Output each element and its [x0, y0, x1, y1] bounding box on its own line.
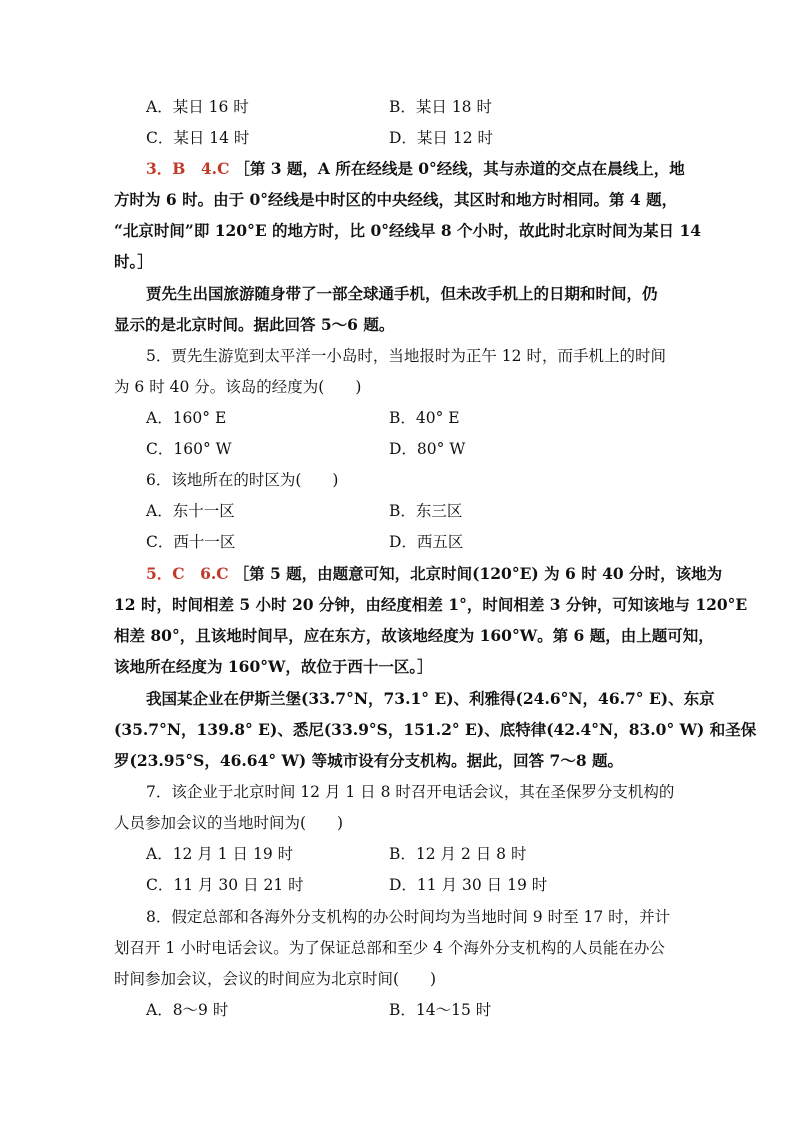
q5-stem-line2: 为 6 时 40 分。该岛的经度为( ) — [114, 378, 362, 396]
answer-3-4-line3: “北京时间”即 120°E 的地方时，比 0°经线早 8 个小时，故此时北京时间为某日 14 — [114, 221, 702, 240]
q6-option-d: D．西五区 — [389, 533, 464, 551]
q8-stem-line3: 时间参加会议，会议的时间应为北京时间( ) — [114, 970, 437, 988]
q2-option-a: A．某日 16 时 — [146, 98, 249, 116]
q7-option-b: B．12 月 2 日 8 时 — [389, 845, 527, 863]
answer-3-4-line1 — [146, 159, 685, 179]
q7-option-d: D．11 月 30 日 19 时 — [389, 876, 548, 894]
q7-stem-line2: 人员参加会议的当地时间为( ) — [114, 814, 344, 832]
intro-7-8-line2: (35.7°N，139.8° E)、悉尼(33.9°S，151.2° E)、底特律(42.4°N，83.0° W) 和圣保 — [114, 720, 757, 739]
answer-5-6-line2: 12 时，时间相差 5 小时 20 分钟，由经度相差 1°，时间相差 3 分钟，可知该地与 120°E — [114, 595, 748, 614]
intro-7-8-line3: 罗(23.95°S，46.64° W) 等城市设有分支机构。据此，回答 7～8 题。 — [114, 751, 623, 770]
q5-option-c: C．160° W — [146, 440, 232, 458]
q2-option-b: B．某日 18 时 — [389, 98, 492, 116]
q6-option-b: B．东三区 — [389, 502, 463, 520]
answer-key: 5．C 6.C — [146, 564, 229, 583]
q8-option-b: B．14～15 时 — [389, 1001, 492, 1019]
q5-option-b: B．40° E — [389, 409, 460, 427]
q8-stem-line1: 8．假定总部和各海外分支机构的办公时间均为当地时间 9 时至 17 时，并计 — [146, 908, 671, 926]
answer-5-6-line3: 相差 80°，且该地时间早，应在东方，故该地经度为 160°W。第 6 题，由上题可知， — [114, 626, 714, 645]
q6-option-a: A．东十一区 — [146, 502, 235, 520]
explanation-text: ［第 3 题，A 所在经线是 0°经线，其与赤道的交点在晨线上，地 — [234, 159, 685, 178]
answer-5-6-line4: 该地所在经度为 160°W，故位于西十一区。］ — [114, 657, 433, 676]
q5-option-d: D．80° W — [389, 440, 466, 458]
q6-option-c: C．西十一区 — [146, 533, 236, 551]
q7-option-a: A．12 月 1 日 19 时 — [146, 845, 294, 863]
answer-5-6-line1 — [146, 564, 722, 584]
answer-3-4-line4: 时。］ — [114, 252, 153, 271]
q6-stem: 6．该地所在的时区为( ) — [146, 471, 339, 489]
intro-5-6-line2: 显示的是北京时间。据此回答 5～6 题。 — [114, 315, 395, 334]
q7-stem-line1: 7．该企业于北京时间 12 月 1 日 8 时召开电话会议，其在圣保罗分支机构的 — [146, 783, 675, 801]
q2-option-c: C．某日 14 时 — [146, 129, 250, 147]
q7-option-c: C．11 月 30 日 21 时 — [146, 876, 304, 894]
intro-5-6-line1: 贾先生出国旅游随身带了一部全球通手机，但未改手机上的日期和时间，仍 — [146, 284, 658, 303]
intro-7-8-line1: 我国某企业在伊斯兰堡(33.7°N，73.1° E)、利雅得(24.6°N，46.7° E)、东京 — [146, 689, 715, 708]
answer-3-4-line2: 方时为 6 时。由于 0°经线是中时区的中央经线，其区时和地方时相同。第 4 题， — [114, 190, 678, 209]
q5-option-a: A．160° E — [146, 409, 227, 427]
q5-stem-line1: 5．贾先生游览到太平洋一小岛时，当地报时为正午 12 时，而手机上的时间 — [146, 347, 666, 365]
answer-key: 3．B 4.C — [146, 159, 230, 178]
explanation-text: ［第 5 题，由题意可知，北京时间(120°E) 为 6 时 40 分时，该地为 — [233, 564, 723, 583]
q2-option-d: D．某日 12 时 — [389, 129, 494, 147]
q8-option-a: A．8～9 时 — [146, 1001, 229, 1019]
q8-stem-line2: 划召开 1 小时电话会议。为了保证总部和至少 4 个海外分支机构的人员能在办公 — [114, 939, 665, 957]
